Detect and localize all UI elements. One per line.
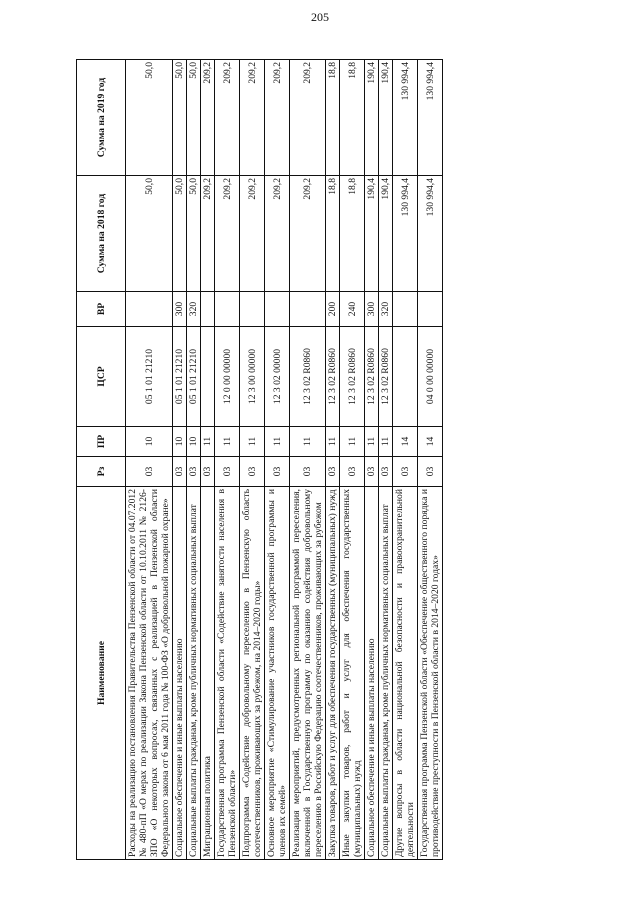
cell-2019: 18,8 <box>340 60 365 176</box>
cell-rz: 03 <box>201 457 215 487</box>
cell-2018: 209,2 <box>201 176 215 292</box>
cell-pr: 10 <box>173 427 187 457</box>
cell-name: Социальные выплаты гражданам, кроме публичных нормативных социальных выплат <box>379 487 393 860</box>
cell-2018: 50,0 <box>173 176 187 292</box>
header-row <box>77 60 126 860</box>
cell-vr: 300 <box>173 292 187 327</box>
cell-csr: 12 3 02 R0860 <box>326 327 340 427</box>
cell-name: Государственная программа Пензенской области «Содействие занятости населения в Пензенской области» <box>215 487 240 860</box>
cell-vr <box>215 292 240 327</box>
header-2018: Сумма на 2018 год <box>77 176 126 292</box>
cell-rz: 03 <box>126 457 173 487</box>
rotated-table-container <box>76 60 586 860</box>
cell-2019: 209,2 <box>240 60 265 176</box>
cell-vr <box>418 292 443 327</box>
cell-csr: 12 3 02 R0860 <box>379 327 393 427</box>
cell-2018: 130 994,4 <box>393 176 418 292</box>
cell-rz: 03 <box>393 457 418 487</box>
cell-2018: 18,8 <box>340 176 365 292</box>
table-row <box>215 60 240 860</box>
cell-2019: 50,0 <box>173 60 187 176</box>
cell-rz: 03 <box>379 457 393 487</box>
cell-2019: 209,2 <box>215 60 240 176</box>
cell-rz: 03 <box>326 457 340 487</box>
table-row <box>393 60 418 860</box>
cell-vr <box>290 292 326 327</box>
table-row <box>240 60 265 860</box>
table-row <box>173 60 187 860</box>
cell-rz: 03 <box>290 457 326 487</box>
cell-rz: 03 <box>418 457 443 487</box>
cell-vr <box>240 292 265 327</box>
cell-name: Социальные выплаты гражданам, кроме публичных нормативных социальных выплат <box>187 487 201 860</box>
cell-pr: 11 <box>201 427 215 457</box>
cell-vr <box>201 292 215 327</box>
cell-2018: 50,0 <box>126 176 173 292</box>
cell-vr: 300 <box>365 292 379 327</box>
header-name: Наименование <box>77 487 126 860</box>
cell-2019: 50,0 <box>126 60 173 176</box>
cell-rz: 03 <box>365 457 379 487</box>
cell-vr: 200 <box>326 292 340 327</box>
cell-csr: 05 1 01 21210 <box>126 327 173 427</box>
cell-name: Расходы на реализацию постановления Правительства Пензенской области от 04.07.2012 № 480-пП «О мерах по реализации Закона Пензенской области от 10.10.2011 № 2126-ЗПО «О некоторых вопросах, связанных с реализацией в Пензенской области Федерального закона от 6 мая 2011 года № 100-ФЗ «О добровольной пожарной охране» <box>126 487 173 860</box>
cell-rz: 03 <box>265 457 290 487</box>
table-row <box>418 60 443 860</box>
cell-pr: 11 <box>379 427 393 457</box>
cell-vr: 320 <box>187 292 201 327</box>
cell-rz: 03 <box>173 457 187 487</box>
cell-2018: 209,2 <box>290 176 326 292</box>
table-row <box>126 60 173 860</box>
cell-vr <box>265 292 290 327</box>
cell-name: Основное мероприятие «Стимулирование участников государственной программы и членов их семей» <box>265 487 290 860</box>
cell-pr: 11 <box>265 427 290 457</box>
cell-pr: 11 <box>240 427 265 457</box>
cell-2019: 190,4 <box>379 60 393 176</box>
cell-vr <box>126 292 173 327</box>
cell-vr: 240 <box>340 292 365 327</box>
cell-name: Другие вопросы в области национальной безопасности и правоохранительной деятельности <box>393 487 418 860</box>
table-row <box>379 60 393 860</box>
cell-2018: 50,0 <box>187 176 201 292</box>
cell-2018: 209,2 <box>265 176 290 292</box>
table-row <box>187 60 201 860</box>
cell-csr: 12 0 00 00000 <box>215 327 240 427</box>
table-row <box>365 60 379 860</box>
cell-csr: 05 1 01 21210 <box>173 327 187 427</box>
cell-csr <box>201 327 215 427</box>
table-row <box>340 60 365 860</box>
cell-pr: 11 <box>215 427 240 457</box>
cell-2019: 130 994,4 <box>393 60 418 176</box>
cell-csr: 12 3 02 R0860 <box>365 327 379 427</box>
cell-pr: 11 <box>340 427 365 457</box>
cell-2018: 209,2 <box>240 176 265 292</box>
cell-vr <box>393 292 418 327</box>
header-vr: ВР <box>77 292 126 327</box>
cell-csr: 12 3 00 00000 <box>240 327 265 427</box>
cell-pr: 11 <box>326 427 340 457</box>
cell-pr: 10 <box>126 427 173 457</box>
cell-csr: 12 3 02 R0860 <box>290 327 326 427</box>
header-csr: ЦСР <box>77 327 126 427</box>
cell-pr: 14 <box>393 427 418 457</box>
cell-2019: 18,8 <box>326 60 340 176</box>
cell-rz: 03 <box>240 457 265 487</box>
cell-2019: 209,2 <box>290 60 326 176</box>
cell-pr: 11 <box>290 427 326 457</box>
cell-csr: 05 1 01 21210 <box>187 327 201 427</box>
budget-table <box>76 59 443 860</box>
cell-csr: 12 3 02 R0860 <box>340 327 365 427</box>
cell-2018: 130 994,4 <box>418 176 443 292</box>
cell-name: Социальное обеспечение и иные выплаты населению <box>173 487 187 860</box>
cell-pr: 11 <box>365 427 379 457</box>
cell-name: Подпрограмма «Содействие добровольному переселению в Пензенскую область соотечественников, проживающих за рубежом, на 2014–2020 годы» <box>240 487 265 860</box>
cell-rz: 03 <box>215 457 240 487</box>
cell-name: Государственная программа Пензенской области «Обеспечение общественного порядка и противодействие преступности в Пензенской области в 2014–2020 годах» <box>418 487 443 860</box>
cell-name: Закупка товаров, работ и услуг для обеспечения государственных (муниципальных) нужд <box>326 487 340 860</box>
header-pr: ПР <box>77 427 126 457</box>
cell-rz: 03 <box>187 457 201 487</box>
cell-2018: 190,4 <box>379 176 393 292</box>
page-number: 205 <box>311 10 329 24</box>
cell-name: Социальное обеспечение и иные выплаты населению <box>365 487 379 860</box>
cell-name: Миграционная политика <box>201 487 215 860</box>
header-rz: Рз <box>77 457 126 487</box>
cell-2019: 130 994,4 <box>418 60 443 176</box>
cell-pr: 10 <box>187 427 201 457</box>
table-row <box>265 60 290 860</box>
cell-2019: 190,4 <box>365 60 379 176</box>
cell-name: Иные закупки товаров, работ и услуг для обеспечения государственных (муниципальных) нужд <box>340 487 365 860</box>
cell-2019: 209,2 <box>265 60 290 176</box>
table-row <box>326 60 340 860</box>
table-row <box>290 60 326 860</box>
cell-pr: 14 <box>418 427 443 457</box>
cell-2019: 209,2 <box>201 60 215 176</box>
table-row <box>201 60 215 860</box>
cell-2018: 209,2 <box>215 176 240 292</box>
cell-2018: 18,8 <box>326 176 340 292</box>
cell-2018: 190,4 <box>365 176 379 292</box>
cell-rz: 03 <box>340 457 365 487</box>
cell-vr: 320 <box>379 292 393 327</box>
cell-csr: 12 3 02 00000 <box>265 327 290 427</box>
cell-name: Реализация мероприятий, предусмотренных региональной программой переселения, включенной в Государственную программу по оказанию содействия добровольному переселению в Российскую Федерацию соотечественников, проживающих за рубежом <box>290 487 326 860</box>
cell-csr <box>393 327 418 427</box>
header-2019: Сумма на 2019 год <box>77 60 126 176</box>
cell-2019: 50,0 <box>187 60 201 176</box>
cell-csr: 04 0 00 00000 <box>418 327 443 427</box>
